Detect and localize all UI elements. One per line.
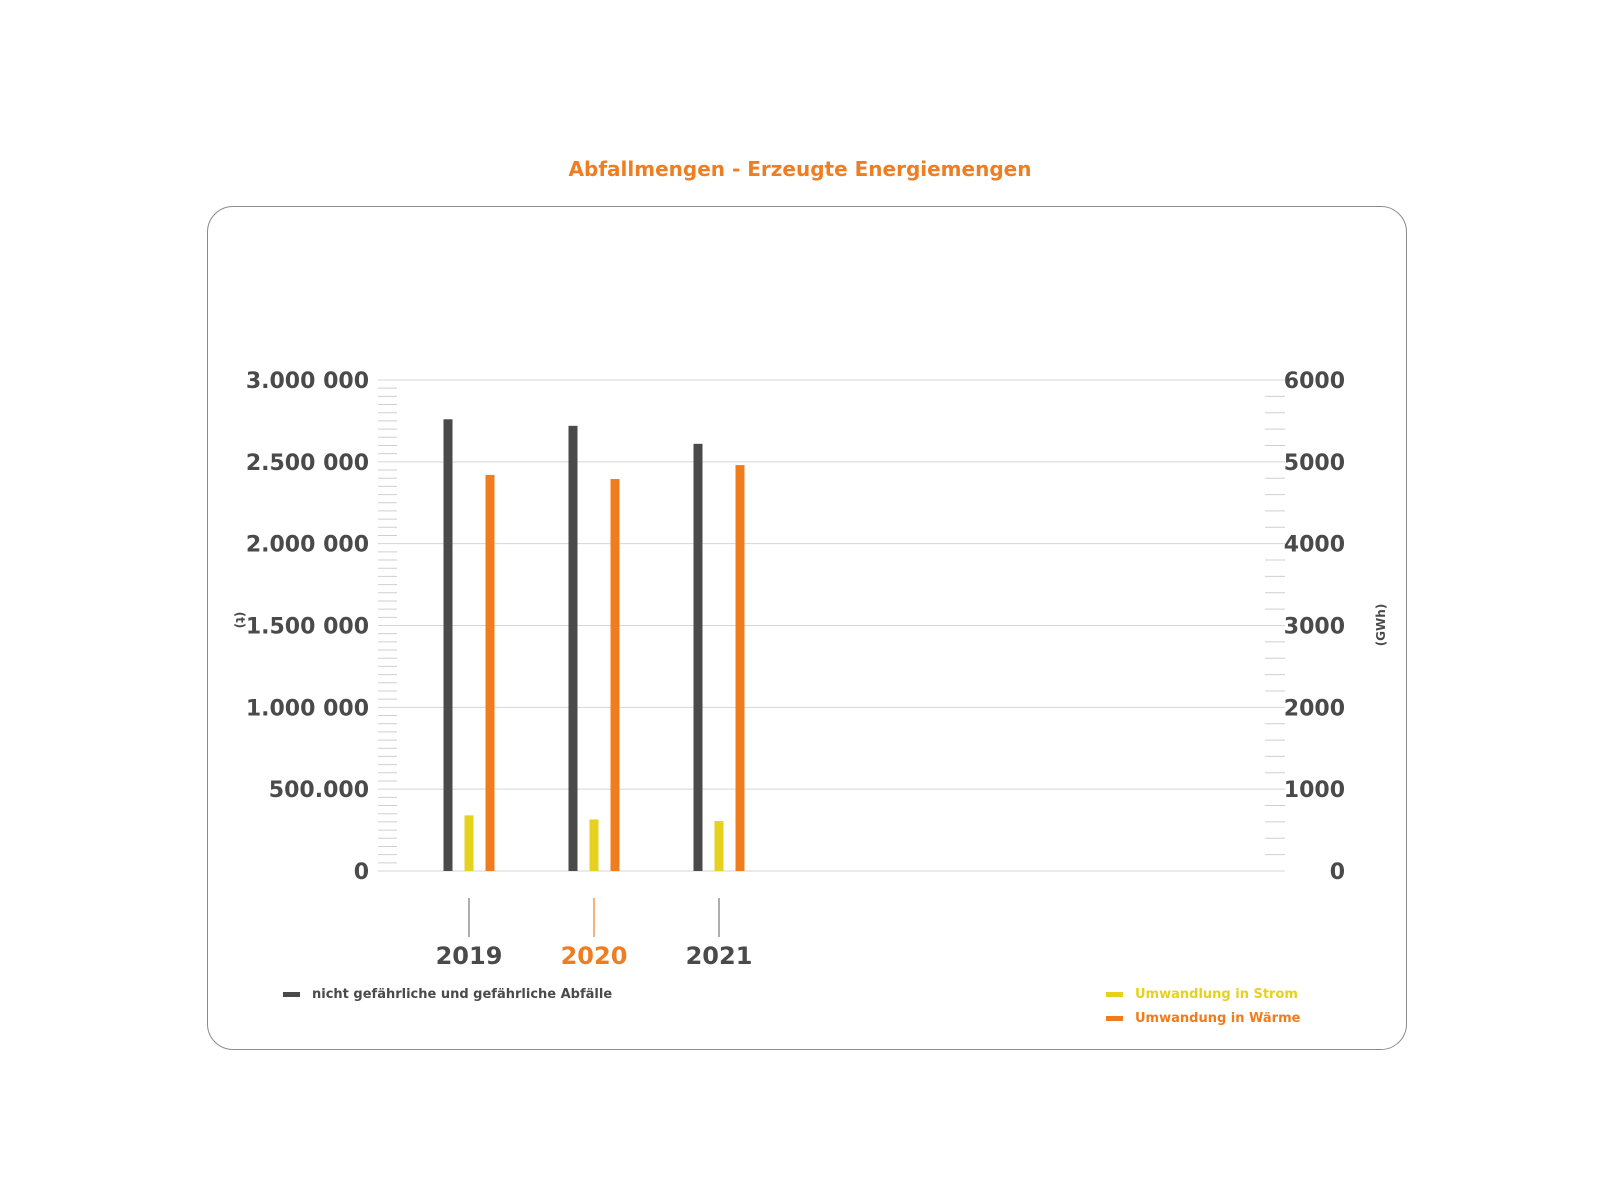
left-tick-label: 2.500 000 — [245, 450, 369, 476]
bar-2020-series-0 — [569, 426, 578, 871]
x-axis — [436, 898, 753, 970]
chart-title: Abfallmengen - Erzeugte Energiemengen — [568, 157, 1032, 181]
bar-2020-series-2 — [611, 479, 620, 871]
left-tick-label: 0 — [353, 860, 369, 885]
legend-item-strom — [1106, 987, 1298, 1002]
legend-label-waste: nicht gefährliche und gefährliche Abfälle — [312, 987, 613, 1002]
right-axis-label: (GWh) — [1374, 603, 1388, 647]
bar-2021-series-1 — [715, 821, 724, 871]
legend-swatch-waerme — [1106, 1016, 1123, 1021]
x-tick-label-2019: 2019 — [435, 942, 503, 970]
right-axis-tick-labels — [1284, 369, 1345, 885]
bar-2019-series-0 — [444, 419, 453, 871]
right-tick-label: 6000 — [1283, 369, 1345, 394]
bar-2019-series-2 — [486, 475, 495, 871]
bar-2019-series-1 — [465, 815, 474, 871]
legend-swatch-waste — [283, 992, 300, 997]
left-tick-label: 1.000 000 — [245, 696, 369, 722]
left-tick-label: 500.000 — [268, 778, 369, 804]
right-tick-label: 1000 — [1283, 778, 1345, 804]
legend-label-strom: Umwandlung in Strom — [1135, 987, 1298, 1002]
left-axis-label: (t) — [233, 611, 247, 629]
left-tick-label: 2.000 000 — [245, 532, 369, 558]
right-tick-label: 0 — [1329, 860, 1345, 885]
legend-swatch-strom — [1106, 992, 1123, 997]
right-tick-label: 5000 — [1283, 450, 1345, 476]
right-tick-label: 3000 — [1283, 614, 1345, 640]
left-tick-label: 3.000 000 — [245, 369, 369, 394]
left-tick-label: 1.500 000 — [245, 614, 369, 640]
x-tick-label-2021: 2021 — [685, 942, 753, 970]
bar-2021-series-2 — [736, 465, 745, 871]
bars — [444, 419, 745, 871]
bar-2021-series-0 — [694, 444, 703, 871]
legend-label-waerme: Umwandung in Wärme — [1135, 1011, 1301, 1026]
legend-item-waerme — [1106, 1011, 1300, 1026]
right-tick-label: 4000 — [1283, 532, 1345, 558]
bar-2020-series-1 — [590, 819, 599, 871]
left-axis-tick-labels — [246, 369, 369, 885]
legend-item-waste — [283, 987, 612, 1002]
x-tick-label-2020: 2020 — [560, 942, 628, 970]
right-tick-label: 2000 — [1283, 696, 1345, 722]
grid-lines — [378, 380, 1285, 871]
